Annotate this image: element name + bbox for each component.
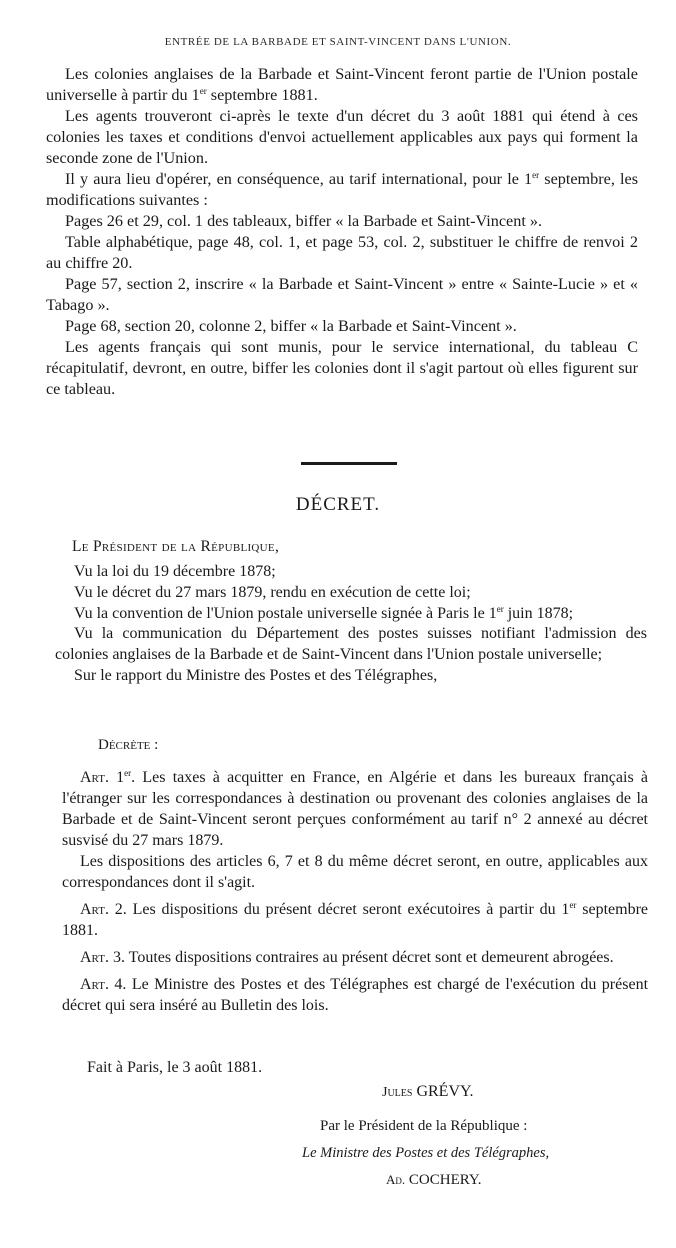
section-divider bbox=[301, 462, 397, 465]
article-3-text: Toutes dispositions contraires au présent décret sont et demeurent abrogées. bbox=[124, 949, 614, 966]
intro-paragraph-8: Les agents français qui sont munis, pour le service international, du tableau C récapitulatif, devront, en outre, biffer les colonies dont il s'agit partout où elles figurent sur ce tableau. bbox=[46, 338, 638, 398]
countersign-intro: Par le Président de la République : bbox=[320, 1118, 528, 1134]
intro-paragraph-6: Page 57, section 2, inscrire « la Barbade et Saint-Vincent » entre « Sainte-Lucie » et « Tabago ». bbox=[46, 275, 638, 314]
signature-minister bbox=[386, 1172, 482, 1189]
decrete-heading: Décrète : bbox=[98, 737, 159, 753]
article-1-paragraph-2: Les dispositions des articles 6, 7 et 8 du même décret seront, en outre, applicables aux correspondances dont il s'agit. bbox=[62, 853, 648, 891]
article-3-label: Art. 3. bbox=[80, 949, 125, 966]
signature-president bbox=[382, 1083, 474, 1101]
intro-paragraph-5: Table alphabétique, page 48, col. 1, et page 53, col. 2, substituer le chiffre de renvoi 2 au chiffre 20. bbox=[46, 233, 638, 272]
ordinal-sup: er bbox=[124, 768, 132, 778]
intro-p3-text: Il y aura lieu d'opérer, en conséquence, au tarif international, pour le 1 bbox=[65, 170, 533, 188]
vu-decret: Vu le décret du 27 mars 1879, rendu en exécution de cette loi; bbox=[74, 583, 471, 601]
running-head: ENTRÉE DE LA BARBADE ET SAINT-VINCENT DANS L'UNION. bbox=[164, 36, 512, 48]
intro-section bbox=[46, 64, 638, 400]
article-2-text: Les dispositions du présent décret seront exécutoires à partir du 1 bbox=[126, 901, 570, 918]
article-1 bbox=[62, 767, 648, 851]
article-1-text: . Les taxes à acquitter en France, en Algérie et dans les bureaux français à l'étranger sur les correspondances à destination ou provenant des colonies anglaises de la Barbade et de Saint-Vincent seront perçues conformément au tarif n° 2 annexé au décret susvisé du 27 mars 1879. bbox=[62, 769, 648, 849]
intro-paragraph-4: Pages 26 et 29, col. 1 des tableaux, biffer « la Barbade et Saint-Vincent ». bbox=[65, 212, 543, 230]
vu-convention-text-end: juin 1878; bbox=[503, 604, 574, 622]
minister-title: Le Ministre des Postes et des Télégraphes, bbox=[302, 1145, 550, 1161]
intro-p1-text-end: septembre 1881. bbox=[206, 86, 318, 104]
signature-last-name: GRÉVY. bbox=[412, 1083, 474, 1100]
president-line: Le Président de la République, bbox=[72, 538, 280, 555]
minister-last-name: COCHERY. bbox=[405, 1172, 482, 1188]
decret-title: DÉCRET. bbox=[295, 494, 381, 515]
article-4 bbox=[62, 974, 648, 1016]
intro-paragraph-3 bbox=[46, 169, 638, 211]
intro-paragraph-1 bbox=[46, 64, 638, 106]
ordinal-sup: er bbox=[496, 603, 504, 614]
signature-first-name: Jules bbox=[382, 1085, 413, 1100]
minister-first-name: Ad. bbox=[386, 1172, 406, 1187]
article-4-text: Le Ministre des Postes et des Télégraphes est chargé de l'exécution du présent décret qui sera inséré au Bulletin des lois. bbox=[62, 976, 649, 1014]
intro-paragraph-2: Les agents trouveront ci-après le texte d'un décret du 3 août 1881 qui étend à ces colonies les taxes et conditions d'envoi actuellement applicables aux pays qui forment la seconde zone de l'Union. bbox=[46, 107, 638, 167]
article-4-label: Art. 4. bbox=[80, 976, 127, 993]
article-2 bbox=[62, 899, 648, 941]
intro-paragraph-7: Page 68, section 20, colonne 2, biffer « la Barbade et Saint-Vincent ». bbox=[65, 317, 517, 335]
ordinal-sup: er bbox=[569, 900, 577, 910]
vu-loi: Vu la loi du 19 décembre 1878; bbox=[74, 563, 276, 580]
place-and-date: Fait à Paris, le 3 août 1881. bbox=[87, 1059, 263, 1076]
ordinal-sup: er bbox=[199, 86, 207, 96]
ordinal-sup: er bbox=[532, 170, 540, 180]
considerations bbox=[55, 562, 647, 687]
article-3 bbox=[62, 947, 648, 968]
vu-convention bbox=[55, 604, 647, 625]
article-2-text-end: septembre 1881. bbox=[62, 901, 649, 939]
articles bbox=[62, 767, 648, 1016]
vu-convention-text: Vu la convention de l'Union postale universelle signée à Paris le 1 bbox=[74, 604, 497, 622]
intro-p1-text: Les colonies anglaises de la Barbade et Saint-Vincent feront partie de l'Union postale universelle à partir du 1 bbox=[46, 65, 638, 104]
article-1-label: Art. 1 bbox=[80, 769, 125, 786]
sur-le-rapport: Sur le rapport du Ministre des Postes et des Télégraphes, bbox=[74, 666, 438, 684]
intro-p3-text-end: septembre, les modifications suivantes : bbox=[46, 170, 638, 209]
article-2-label: Art. 2. bbox=[80, 901, 127, 918]
vu-communication: Vu la communication du Département des postes suisses notifiant l'admission des colonies anglaises de la Barbade et de Saint-Vincent dans l'Union postale universelle; bbox=[55, 625, 647, 664]
